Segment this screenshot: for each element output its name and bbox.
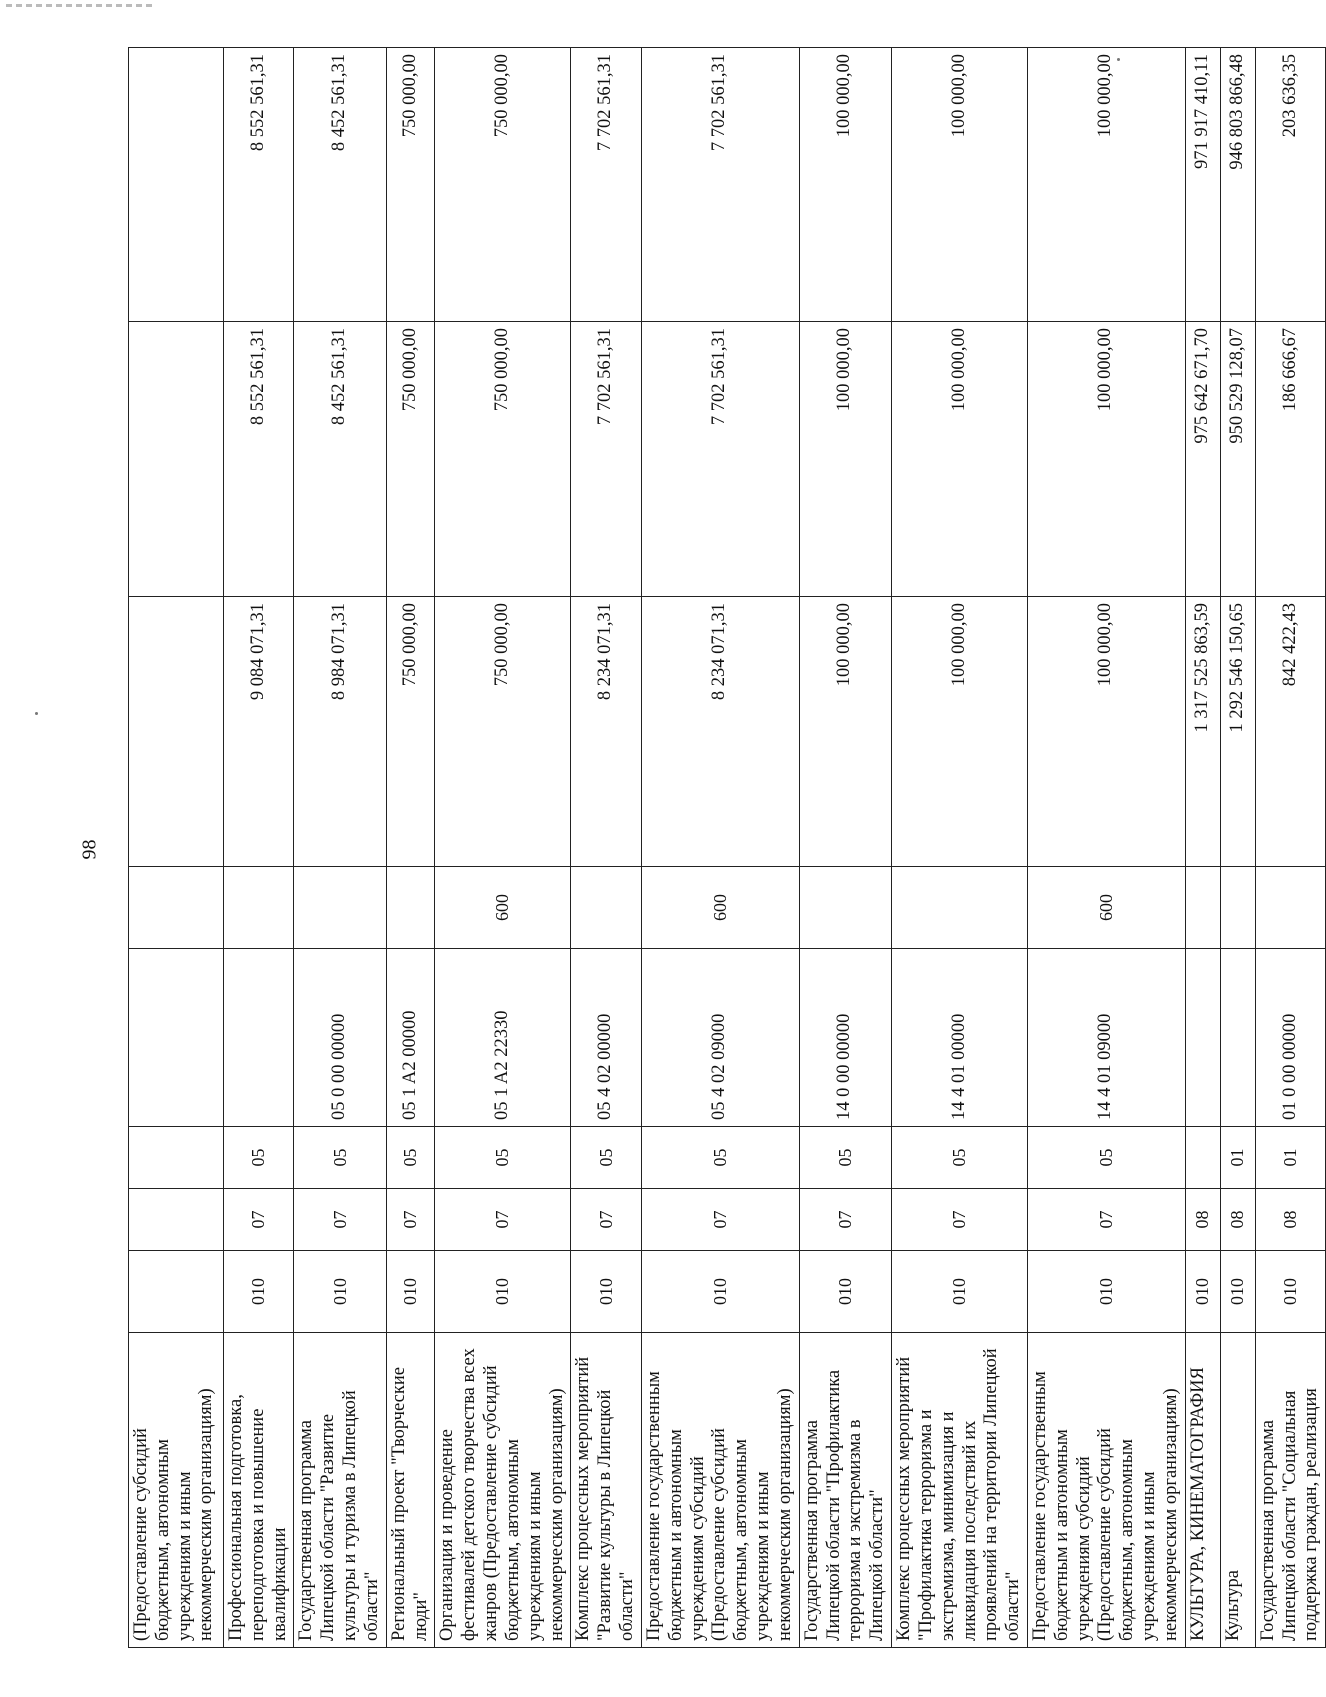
row-amount-3: 7 702 561,31 — [641, 48, 799, 322]
row-amount-1: 1 292 546 150,65 — [1220, 597, 1255, 867]
table-row — [571, 48, 641, 1648]
row-name: КУЛЬТУРА, КИНЕМАТОГРАФИЯ — [1185, 1333, 1220, 1648]
row-target-article: 14 0 00 00000 — [799, 949, 891, 1127]
table-row — [1185, 48, 1220, 1648]
row-target-article: 14 4 01 00000 — [892, 949, 1028, 1127]
row-amount-2: 750 000,00 — [435, 322, 571, 597]
row-grbs-code — [129, 1251, 224, 1333]
row-subsection-code: 05 — [224, 1127, 294, 1189]
row-amount-3: 946 803 866,48 — [1220, 48, 1255, 322]
row-amount-3: 8 552 561,31 — [224, 48, 294, 322]
row-amount-1: 750 000,00 — [435, 597, 571, 867]
row-expense-type — [129, 867, 224, 949]
row-target-article: 14 4 01 09000 — [1027, 949, 1185, 1127]
row-amount-3: 100 000,00 — [892, 48, 1028, 322]
row-subsection-code: 05 — [799, 1127, 891, 1189]
row-amount-2: 8 552 561,31 — [224, 322, 294, 597]
row-expense-type — [224, 867, 294, 949]
budget-table — [128, 47, 1326, 1648]
row-subsection-code: 01 — [1220, 1127, 1255, 1189]
row-amount-2: 975 642 671,70 — [1185, 322, 1220, 597]
row-amount-1: 100 000,00 — [1027, 597, 1185, 867]
scan-dot — [35, 712, 38, 715]
row-grbs-code: 010 — [799, 1251, 891, 1333]
row-subsection-code: 05 — [435, 1127, 571, 1189]
row-grbs-code: 010 — [892, 1251, 1028, 1333]
row-target-article — [224, 949, 294, 1127]
row-target-article: 05 1 A2 00000 — [386, 949, 435, 1127]
rotated-page-content — [128, 48, 1322, 1648]
row-expense-type: 600 — [641, 867, 799, 949]
table-row — [799, 48, 891, 1648]
row-section-code: 08 — [1255, 1189, 1325, 1251]
table-row — [129, 48, 224, 1648]
row-name: Предоставление государственным бюджетным и автономным учреждениям субсидий (Предоставление субсидий бюджетным, автономным учреждениям и иным некоммерческим организациям) — [641, 1333, 799, 1648]
table-row — [1027, 48, 1185, 1648]
row-amount-3: 8 452 561,31 — [294, 48, 386, 322]
row-target-article: 05 0 00 00000 — [294, 949, 386, 1127]
row-amount-3: 971 917 410,11 — [1185, 48, 1220, 322]
row-name: Комплекс процессных мероприятий "Развитие культуры в Липецкой области" — [571, 1333, 641, 1648]
table-row — [294, 48, 386, 1648]
row-grbs-code: 010 — [641, 1251, 799, 1333]
row-amount-2: 750 000,00 — [386, 322, 435, 597]
row-grbs-code: 010 — [386, 1251, 435, 1333]
row-amount-1: 8 234 071,31 — [571, 597, 641, 867]
row-amount-3: 100 000,00 — [1027, 48, 1185, 322]
row-subsection-code: 05 — [1027, 1127, 1185, 1189]
table-row — [1255, 48, 1325, 1648]
row-amount-3: 203 636,35 — [1255, 48, 1325, 322]
row-target-article — [129, 949, 224, 1127]
row-expense-type — [799, 867, 891, 949]
row-name: Государственная программа Липецкой области "Социальная поддержка граждан, реализация — [1255, 1333, 1325, 1648]
row-section-code: 08 — [1220, 1189, 1255, 1251]
row-name: Предоставление государственным бюджетным и автономным учреждениям субсидий (Предоставление субсидий бюджетным, автономным учреждениям и иным некоммерческим организациям) — [1027, 1333, 1185, 1648]
row-target-article: 05 4 02 00000 — [571, 949, 641, 1127]
table-body — [129, 48, 1326, 1648]
row-name: Культура — [1220, 1333, 1255, 1648]
row-section-code: 07 — [224, 1189, 294, 1251]
row-amount-1: 100 000,00 — [892, 597, 1028, 867]
row-amount-3: 750 000,00 — [435, 48, 571, 322]
row-subsection-code: 05 — [892, 1127, 1028, 1189]
row-amount-1: 9 084 071,31 — [224, 597, 294, 867]
row-name: Государственная программа Липецкой области "Развитие культуры и туризма в Липецкой области" — [294, 1333, 386, 1648]
row-target-article — [1220, 949, 1255, 1127]
row-grbs-code: 010 — [1220, 1251, 1255, 1333]
row-amount-1: 750 000,00 — [386, 597, 435, 867]
row-expense-type: 600 — [435, 867, 571, 949]
row-expense-type — [571, 867, 641, 949]
row-amount-3 — [129, 48, 224, 322]
row-amount-2: 100 000,00 — [1027, 322, 1185, 597]
row-amount-2: 186 666,67 — [1255, 322, 1325, 597]
row-name: (Предоставление субсидий бюджетным, автономным учреждениям и иным некоммерческим организациям) — [129, 1333, 224, 1648]
row-subsection-code: 05 — [641, 1127, 799, 1189]
row-expense-type — [892, 867, 1028, 949]
row-target-article: 05 4 02 09000 — [641, 949, 799, 1127]
row-grbs-code: 010 — [1185, 1251, 1220, 1333]
row-subsection-code: 05 — [386, 1127, 435, 1189]
row-amount-1: 842 422,43 — [1255, 597, 1325, 867]
row-amount-2: 100 000,00 — [892, 322, 1028, 597]
row-amount-3: 100 000,00 — [799, 48, 891, 322]
row-amount-2: 100 000,00 — [799, 322, 891, 597]
row-section-code: 07 — [294, 1189, 386, 1251]
row-amount-2: 8 452 561,31 — [294, 322, 386, 597]
row-subsection-code: 01 — [1255, 1127, 1325, 1189]
row-amount-2: 7 702 561,31 — [641, 322, 799, 597]
table-row — [224, 48, 294, 1648]
row-subsection-code — [1185, 1127, 1220, 1189]
row-section-code: 07 — [435, 1189, 571, 1251]
row-name: Государственная программа Липецкой области "Профилактика терроризма и экстремизма в Липецкой области" — [799, 1333, 891, 1648]
row-name: Региональный проект "Творческие люди" — [386, 1333, 435, 1648]
row-target-article: 01 0 00 00000 — [1255, 949, 1325, 1127]
row-subsection-code: 05 — [571, 1127, 641, 1189]
scan-header-mark — [6, 4, 156, 7]
row-amount-2: 950 529 128,07 — [1220, 322, 1255, 597]
row-expense-type — [1255, 867, 1325, 949]
row-expense-type — [1185, 867, 1220, 949]
table-row — [386, 48, 435, 1648]
row-amount-2 — [129, 322, 224, 597]
row-grbs-code: 010 — [294, 1251, 386, 1333]
row-section-code — [129, 1189, 224, 1251]
row-expense-type — [386, 867, 435, 949]
row-expense-type — [294, 867, 386, 949]
row-section-code: 07 — [799, 1189, 891, 1251]
row-amount-2: 7 702 561,31 — [571, 322, 641, 597]
row-amount-1 — [129, 597, 224, 867]
row-section-code: 07 — [386, 1189, 435, 1251]
row-amount-3: 7 702 561,31 — [571, 48, 641, 322]
row-expense-type — [1220, 867, 1255, 949]
row-grbs-code: 010 — [435, 1251, 571, 1333]
row-section-code: 07 — [1027, 1189, 1185, 1251]
row-subsection-code: 05 — [294, 1127, 386, 1189]
row-target-article — [1185, 949, 1220, 1127]
row-target-article: 05 1 A2 22330 — [435, 949, 571, 1127]
row-section-code: 08 — [1185, 1189, 1220, 1251]
row-amount-1: 8 234 071,31 — [641, 597, 799, 867]
row-grbs-code: 010 — [224, 1251, 294, 1333]
row-amount-3: 750 000,00 — [386, 48, 435, 322]
row-section-code: 07 — [571, 1189, 641, 1251]
table-row — [641, 48, 799, 1648]
row-name: Комплекс процессных мероприятий "Профилактика терроризма и экстремизма, минимизация и ликвидация последствий их проявлений на территории Липецкой области" — [892, 1333, 1028, 1648]
row-amount-1: 100 000,00 — [799, 597, 891, 867]
row-name: Организация и проведение фестивалей детского творчества всех жанров (Предоставление субсидий бюджетным, автономным учреждениям и иным некоммерческим организациям) — [435, 1333, 571, 1648]
page-number: 98 — [78, 839, 101, 860]
table-row — [1220, 48, 1255, 1648]
row-grbs-code: 010 — [1255, 1251, 1325, 1333]
row-grbs-code: 010 — [571, 1251, 641, 1333]
row-grbs-code: 010 — [1027, 1251, 1185, 1333]
row-name: Профессиональная подготовка, переподготовка и повышение квалификации — [224, 1333, 294, 1648]
table-row — [892, 48, 1028, 1648]
row-section-code: 07 — [641, 1189, 799, 1251]
table-row — [435, 48, 571, 1648]
row-subsection-code — [129, 1127, 224, 1189]
row-section-code: 07 — [892, 1189, 1028, 1251]
row-amount-1: 1 317 525 863,59 — [1185, 597, 1220, 867]
row-amount-1: 8 984 071,31 — [294, 597, 386, 867]
row-expense-type: 600 — [1027, 867, 1185, 949]
